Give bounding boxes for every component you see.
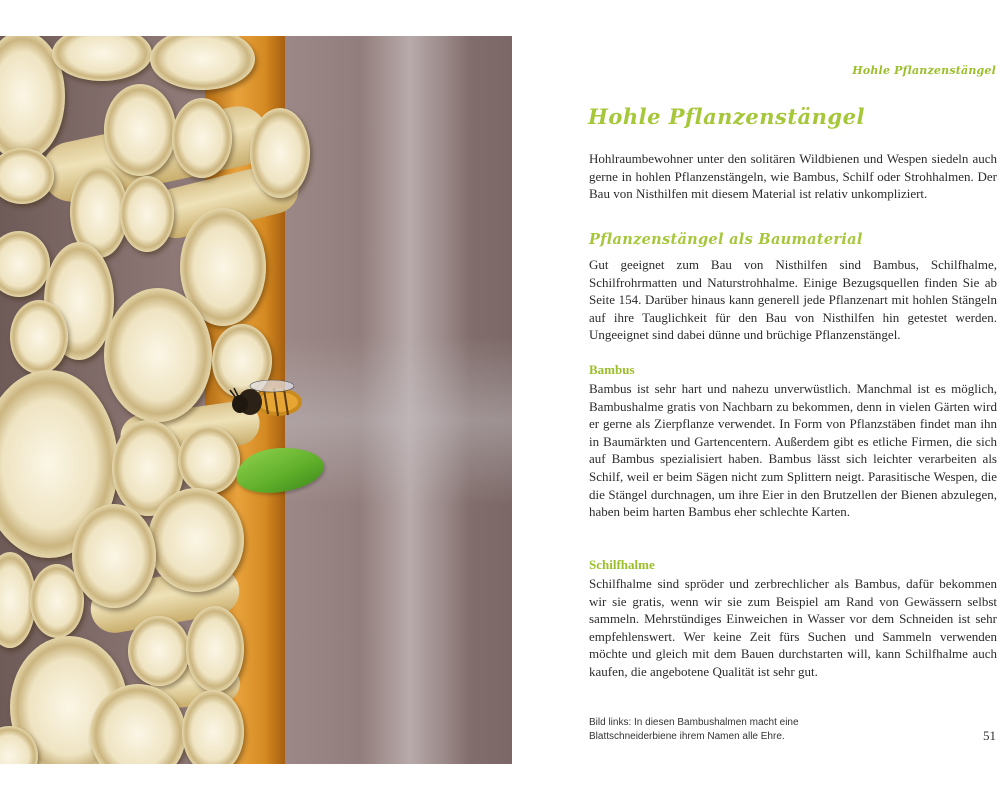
- bamboo-tube-opening: [0, 148, 54, 204]
- caption-line: Bild links: In diesen Bambushalmen macht eine: [589, 717, 799, 728]
- caption-line: Blattschneiderbiene ihrem Namen alle Ehre.: [589, 731, 785, 742]
- bamboo-tube-opening: [128, 616, 190, 686]
- bamboo-tube-opening: [186, 606, 244, 692]
- bamboo-tube-opening: [104, 288, 212, 422]
- photo-caption: [589, 716, 849, 744]
- bamboo-tube-opening: [10, 300, 68, 374]
- running-head: Hohle Pflanzenstängel: [852, 64, 996, 77]
- bamboo-tube-opening: [0, 231, 50, 297]
- bamboo-tube-opening: [148, 488, 244, 592]
- section-text-schilfhalme: Schilfhalme sind spröder und zerbrechlicher als Bambus, dafür bekommen wir sie gratis, wenn wir sie zum Beispiel am Rand von Gewässern selbst sammeln. Mehrstündiges Einweichen in Wasser vor dem Schneiden ist sehr empfehlenswert. Wer keine Zeit fürs Suchen und Sammeln verwenden möchte und gleich mit dem Bauen durchstarten will, kann Schilfhalme auch kaufen, die angebotene Qualität ist sehr gut.: [589, 576, 997, 679]
- bamboo-tube-opening: [172, 98, 232, 178]
- bamboo-tube-opening: [182, 690, 244, 764]
- section-heading-baumaterial: Pflanzenstängel als Baumaterial: [589, 231, 863, 248]
- bee-hotel-photo: [0, 36, 512, 764]
- intro-paragraph: Hohlraumbewohner unter den solitären Wildbienen und Wespen siedeln auch gerne in hohlen Pflanzenstängeln, wie Bambus, Schilf oder Strohhalmen. Der Bau von Nisthilfen mit diesem Material ist relativ unkompliziert.: [589, 151, 997, 202]
- section-text-baumaterial: Gut geeignet zum Bau von Nisthilfen sind Bambus, Schilfhalme, Schilfrohrmatten und Naturstrohhalme. Einige Bezugsquellen finden Sie ab Seite 154. Darüber hinaus kann generell jede Pflanzenart mit hohlen Stängeln auf ihre Tauglichkeit für den Bau von Nisthilfen hin getestet werden. Ungeeignet sind dabei dünne und brüchige Pflanzenstängel.: [589, 257, 997, 343]
- bamboo-tube-opening: [120, 176, 174, 252]
- bamboo-tube-opening: [178, 426, 240, 494]
- leafcutter-bee: [228, 376, 304, 426]
- page-title: Hohle Pflanzenstängel: [588, 104, 865, 129]
- subheading-bambus: Bambus: [589, 362, 635, 377]
- bamboo-tube-opening: [52, 36, 152, 81]
- subheading-schilfhalme: Schilfhalme: [589, 557, 655, 572]
- section-text-bambus: Bambus ist sehr hart und nahezu unverwüstlich. Manchmal ist es möglich, Bambushalme gratis von Nachbarn zu bekommen, denn in vielen Gärten wird er gerne als Zierpflanze verwendet. In Form von Pflanzstäben findet man ihn in Baumärkten und Gartencentern. Außerdem gibt es etliche Firmen, die sich auf Bambus spezialisiert haben. Bambus lässt sich leichter verarbeiten als Schilf, weil er beim Sägen nicht zum Splittern neigt. Parasitische Wespen, die die Stängel durchnagen, um ihre Eier in den Brutzellen der Bienen abzulegen, haben beim harten Bambus eher schlechte Karten.: [589, 381, 997, 520]
- page-number: 51: [983, 728, 996, 743]
- bamboo-tube-opening: [72, 504, 156, 608]
- bamboo-tube-opening: [104, 84, 176, 176]
- bamboo-tube-opening: [250, 108, 310, 198]
